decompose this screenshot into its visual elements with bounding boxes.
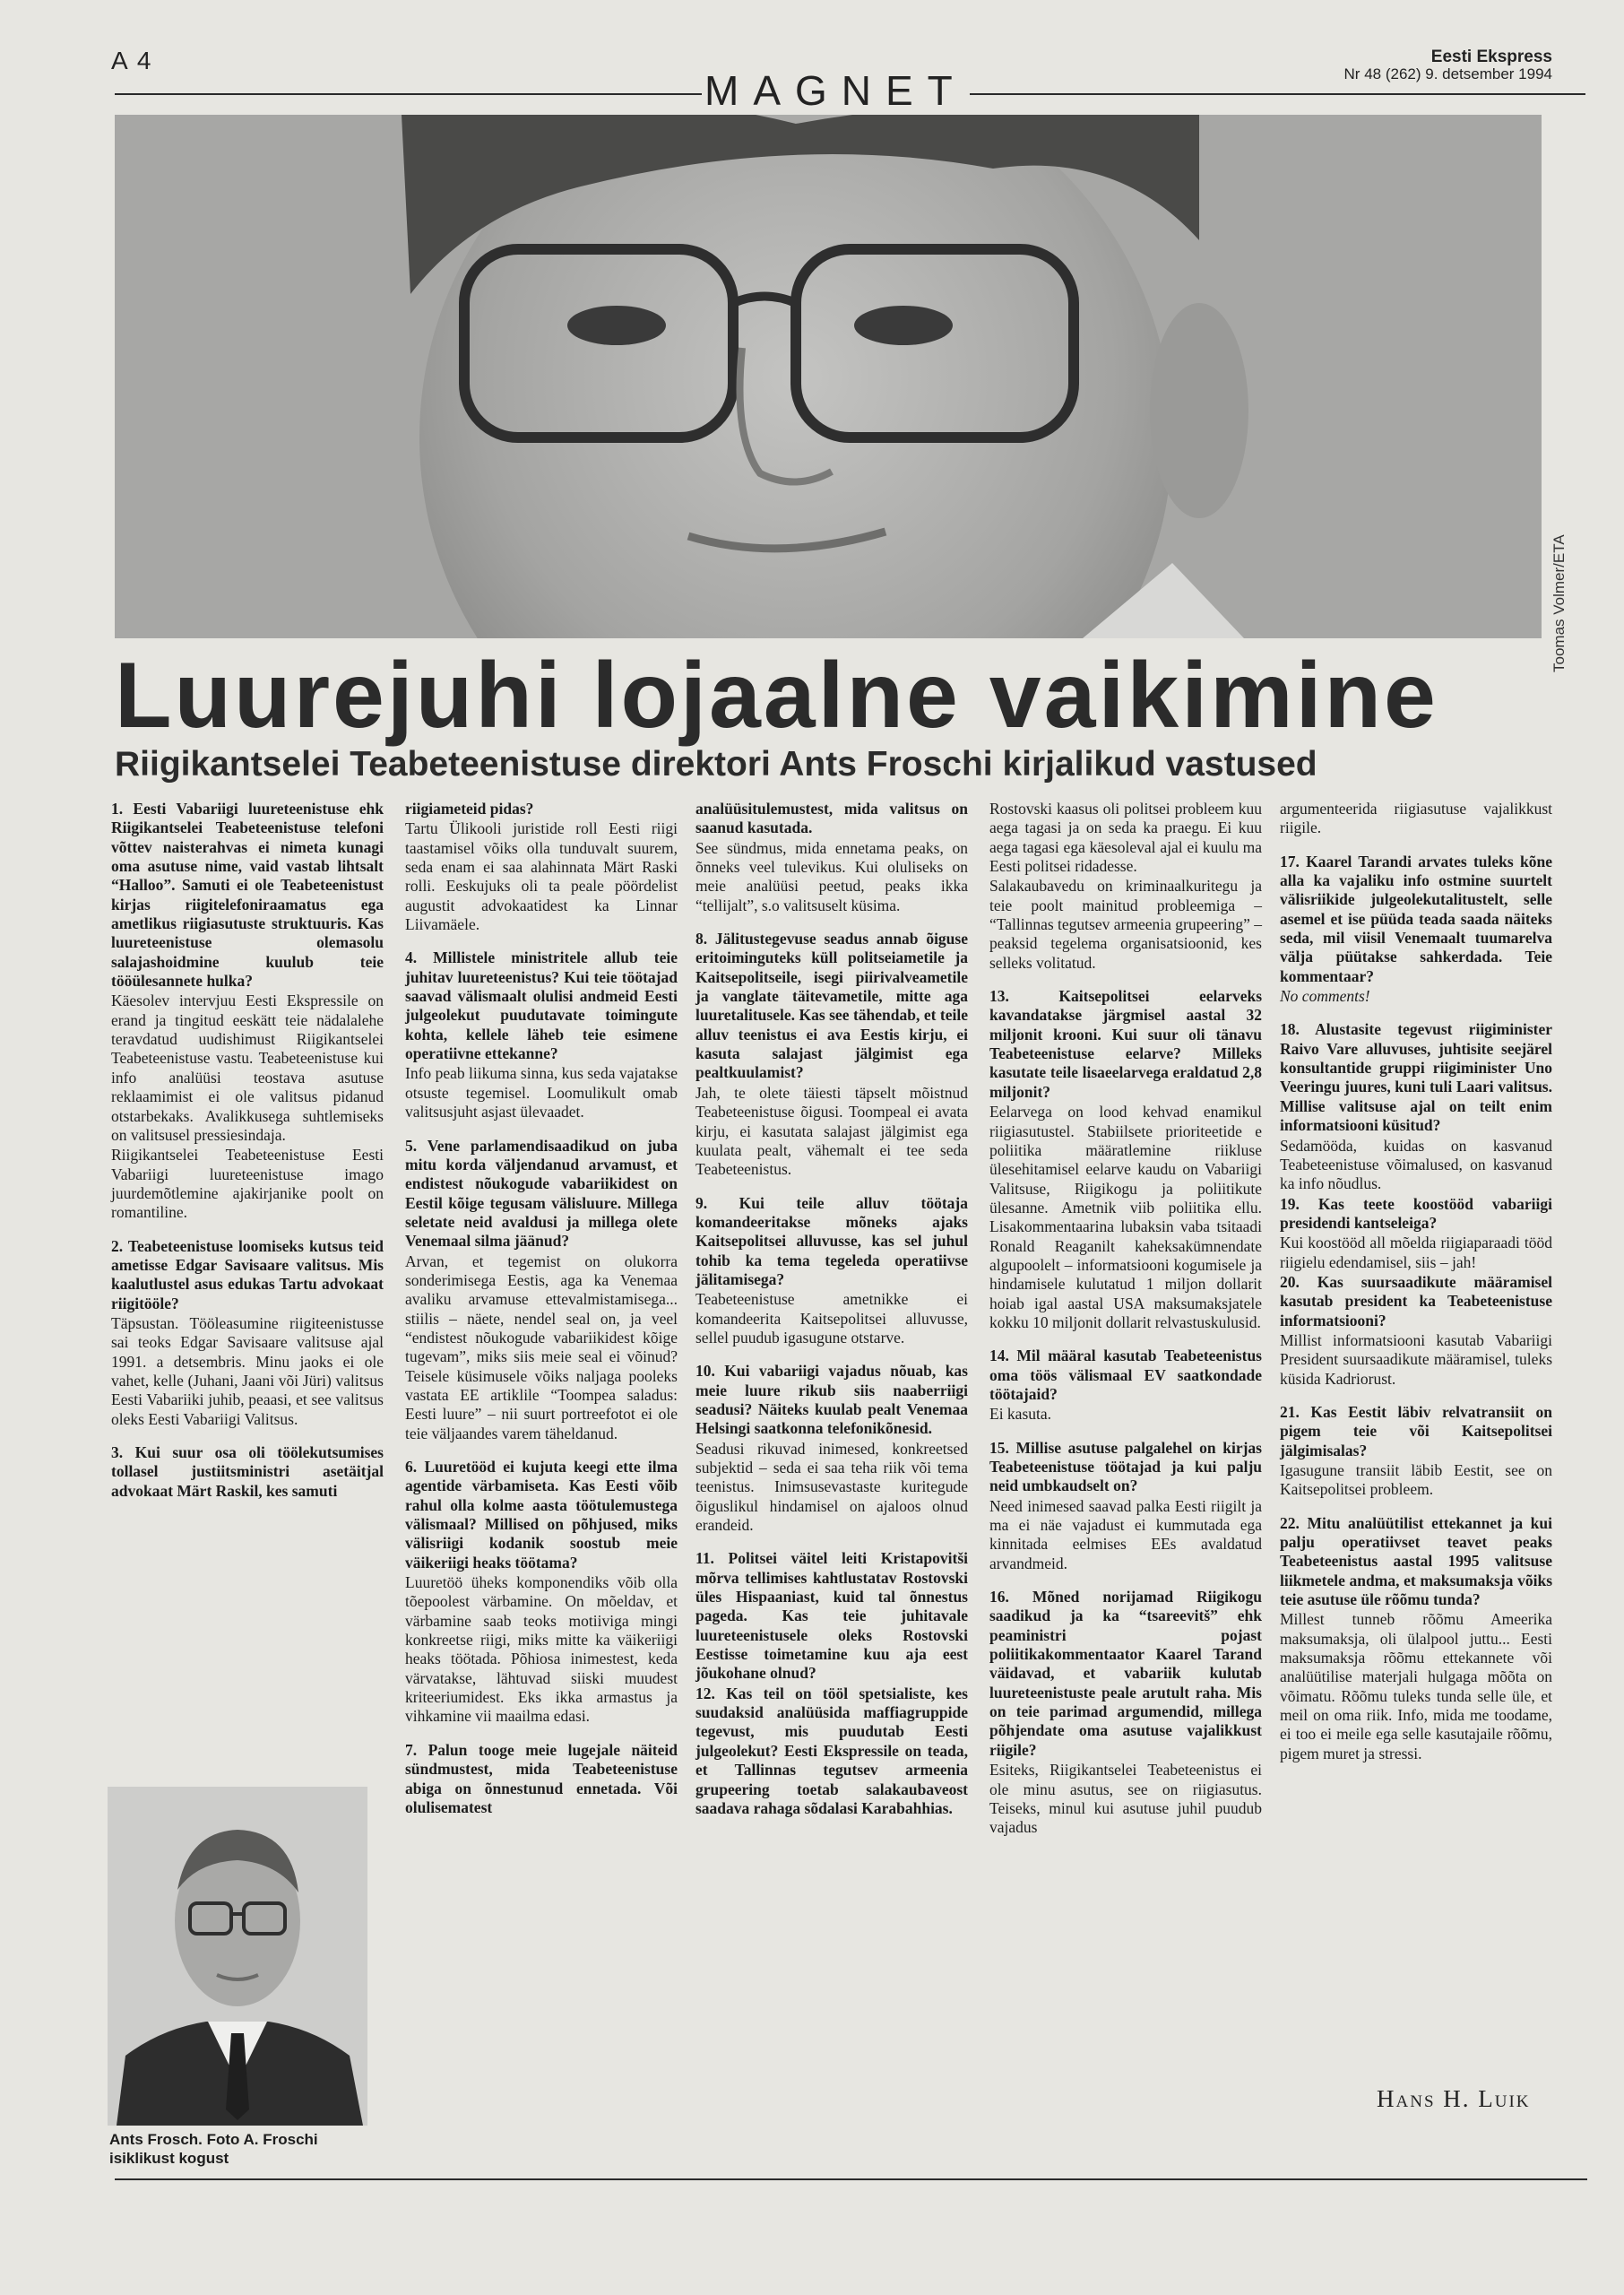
interview-answer: Teabeteenistuse ametnikke ei komandeerita Kaitsepolitsei alluvusse, sellel puudub igasugune otstarve. bbox=[695, 1290, 968, 1347]
interview-answer: Salakaubavedu on kriminaalkuritegu ja teie poolt mainitud probleemiga – “Tallinnas tegutsev armeenia grupeering” – peaksid tegelema organisatsioonid, kes selleks volitatud. bbox=[989, 877, 1262, 972]
article-column-1 bbox=[111, 800, 384, 1502]
interview-question: 13. Kaitsepolitsei eelarveks kavandatakse järgmisel aastal 32 miljonit krooni. Kui suur oli tänavu Teabeteenistuse eelarve? Milleks kasutate teile lisaeelarvega eraldatud 2,8 miljonit? bbox=[989, 987, 1262, 1101]
article-column-4 bbox=[989, 800, 1262, 1839]
interview-question: 16. Mõned norijamad Riigikogu saadikud ja ka “tsareevitš” ehk peaministri pojast poliitikakommentaator Kaarel Tarand väidavad, et vabariik kulutab luureteenistuste peale arutult raha. Mis on teie parimad argumendid, millega põhjendate oma asutuse vajalikkust riigile? bbox=[989, 1588, 1262, 1759]
interview-answer: Tartu Ülikooli juristide roll Eesti riigi taastamisel võiks olla tunduvalt suurem, seda enam ei saa alahinnata Märt Raski rolli. Eeskujuks oli ta peale pöördelist augustit advokaatidest ka Linnar Liivamäele. bbox=[405, 819, 678, 934]
interview-question: 9. Kui teile alluv töötaja komandeeritakse mõneks ajaks Kaitsepolitsei alluvusse, kas sel juhul tohib ka tema tegeleda operatiivse jälitamisega? bbox=[695, 1193, 968, 1288]
section-title: MAGNET bbox=[704, 67, 967, 114]
interview-answer: No comments! bbox=[1280, 987, 1370, 1006]
portrait-photo bbox=[115, 115, 1542, 638]
interview-question: riigiameteid pidas? bbox=[405, 800, 534, 818]
article-column-5 bbox=[1280, 800, 1552, 1764]
interview-answer: Info peab liikuma sinna, kus seda vajatakse otsuste tegemisel. Loomulikult omab valitsusjuht asjast ülevaadet. bbox=[405, 1064, 678, 1122]
interview-answer: Luuretöö üheks komponendiks võib olla tõepoolest värbamine. On mõeldav, et värbamine saab teoks motiiviga mingi konkreetse riigi, miks mitte ka väikeriigi heaks töötada. Põhiosa inimestest, keda värvatakse, lähtuvad siiski muudest kriteeriumidest. Eks ikka armastus ja vihkamine vii maailma edasi. bbox=[405, 1573, 678, 1726]
author-illustration bbox=[108, 1787, 367, 2126]
interview-question: 5. Vene parlamendisaadikud on juba mitu korda väljendanud arvamust, et endistest nõukogude vabariikidest on Eestil kõige tegusam välisluure. Millega seletate neid avaldusi ja millega olete Venemaal silma jäänud? bbox=[405, 1136, 678, 1251]
author-photo bbox=[108, 1787, 367, 2126]
interview-answer: Eelarvega on lood kehvad enamikul riigiasutustel. Stabiilsete prioriteetide e poliitika määratlemine riikluse ülesehitamisel eelarve kaudu on Vabariigi Valitsuse, Riigikogu ja poliitikute ülesanne. Ametnik viib poliitika ellu. Lisakommentaarina lubaksin vaba tsitaadi Ronald Reaganilt kaheksakümnendate algupoolelt – informatsiooni kogumisele ja hindamisele kulutatud 1 miljon dollarit hoiab igal aastal USA maksumaksjatele kokku 10 miljonit dollarit relvastuskulusid. bbox=[989, 1103, 1262, 1331]
interview-question: analüüsitulemustest, mida valitsus on saanud kasutada. bbox=[695, 800, 968, 837]
interview-answer: Arvan, et tegemist on olukorra sonderimisega Eestis, aga ka Venemaa avaliku arvamuse ettevalmistamisega... stiilis – näete, nendel seal on, ja veel “endistest nõukogude vabariikidest kõige tugevam”, miks siis meie seal ei võinud? Teisele küsimusele võiks naljaga pooleks vastata EE artiklile “Toompea saladus: Eesti luure” – nii suurt portreefotot ei ole teie väljaandes varem täheldanud. bbox=[405, 1251, 678, 1442]
header-rule-right bbox=[970, 93, 1585, 95]
interview-answer: Täpsustan. Tööleasumine riigiteenistusse sai teoks Edgar Savisaare valitsuse ajal 1991. a detsembris. Minu jaoks ei ole vahet, kelle (Juhani, Jaani või Jüri) valitsus Eesti Vabariiki juhib, peaasi, et see valitsus oleks Eesti Vabariigi Valitsus. bbox=[111, 1313, 384, 1428]
interview-question: 10. Kui vabariigi vajadus nõuab, kas meie luure rikub siis naaberriigi seadusi? Näiteks kuulab pealt Venemaa Helsingi saatkonna telefonikõnesid. bbox=[695, 1362, 968, 1438]
author-byline: Hans H. Luik bbox=[1377, 2085, 1531, 2112]
interview-question: 18. Alustasite tegevust riigiminister Raivo Vare alluvuses, juhtisite seejärel konsultantide gruppi riigiminister Uno Veeringu juures, kuni tuli Laari valitsus. Millise valitsuse ajal on teilt enim informatsiooni küsitud? bbox=[1280, 1020, 1552, 1135]
interview-question: 12. Kas teil on tööl spetsialiste, kes suudaksid analüüsida maffiagruppide tegevust, mis puudutab Eesti julgeolekut? Eesti Ekspressile on teada, et Tallinnas tegutsev armeenia grupeering toetab salakaubaveost saadava rahaga sõdalasi Karabahhias. bbox=[695, 1684, 968, 1817]
interview-answer: Riigikantselei Teabeteenistuse Eesti Vabariigi luureteenistuse imago juurdemõtlemine ajakirjanike poolt on romantiline. bbox=[111, 1146, 384, 1222]
interview-question: 6. Luuretööd ei kujuta keegi ette ilma agentide värbamiseta. Kas Eesti võib rahul olla kolme aasta töötulemustega välismaal? Millised on põhjused, miks välisriigi kodanik soostub meie väikeriigi heaks töötama? bbox=[405, 1458, 678, 1572]
interview-question: 2. Teabeteenistuse loomiseks kutsus teid ametisse Edgar Savisaare valitsus. Mis kaalutlustel asus edukas Tartu advokaat riigitööle? bbox=[111, 1236, 384, 1312]
interview-answer: Millest tunneb rõõmu Ameerika maksumaksja, oli ülalpool juttu... Eesti maksumaksja rõõmu ettekannete või analüütilise materjali hulgaga mõõta on võimatu. Rõõmu tuleks tunda selle üle, et meil on oma riik. Info, mida me toodame, ei too ei meile ega selle kasutajaile rõõmu, pigem muret ja stressi. bbox=[1280, 1610, 1552, 1762]
interview-answer: Kui koostööd all mõelda riigiaparaadi tööd riigielu edendamisel, siis – jah! bbox=[1280, 1234, 1552, 1271]
interview-answer: argumenteerida riigiasutuse vajalikkust riigile. bbox=[1280, 800, 1552, 837]
interview-answer: Need inimesed saavad palka Eesti riigilt ja ma ei näe vajadust ei kummutada ega kinnitada eelmises EEs avaldatud arvandmeid. bbox=[989, 1496, 1262, 1572]
header-rule-left bbox=[115, 93, 702, 95]
article-column-2 bbox=[405, 800, 678, 1818]
interview-question: 3. Kui suur osa oli töölekutsumises tollasel justiitsministri asetäitjal advokaat Märt Raskil, kes samuti bbox=[111, 1443, 384, 1500]
interview-answer: Rostovski kaasus oli politsei probleem kuu aega tagasi ja on seda ka praegu. Ei kuu aega tagasi ega käesoleval ajal ei kuulu ma Eesti politsei ridadesse. bbox=[989, 800, 1262, 876]
article-column-3 bbox=[695, 800, 968, 1819]
masthead-info bbox=[1344, 48, 1552, 82]
interview-answer: Jah, te olete täiesti täpselt mõistnud Teabeteenistuse õigusi. Toompeal ei avata kirju, ei kasutata salajast jälgimist ega kuulata pealt, vähemalt ei tee seda Teabeteenistus. bbox=[695, 1083, 968, 1179]
photo-caption: Ants Frosch. Foto A. Froschi isiklikust kogust bbox=[109, 2131, 318, 2168]
interview-question: 7. Palun tooge meie lugejale näiteid sündmustest, mida Teabeteenistuse abiga on õnnestunud ennetada. Või olulisematest bbox=[405, 1740, 678, 1816]
publication-name: Eesti Ekspress bbox=[1430, 48, 1552, 66]
interview-question: 15. Millise asutuse palgalehel on kirjas Teabeteenistuse töötajad ja kui palju neid umbkaudselt on? bbox=[989, 1438, 1262, 1495]
footer-rule bbox=[115, 2178, 1587, 2180]
interview-answer: Sedamööda, kuidas on kasvanud Teabeteenistuse võimalused, on kasvanud ka info nõudlus. bbox=[1280, 1136, 1552, 1193]
interview-answer: Igasugune transiit läbib Eestit, see on Kaitsepolitsei probleem. bbox=[1280, 1461, 1552, 1499]
interview-question: 17. Kaarel Tarandi arvates tuleks kõne alla ka vajaliku info ostmine suurtelt välisriikide julgeolekutalitustelt, selle asemel et ise püüda teada saada näiteks seda, mil viisil Venemaalt tuumarelva välja püütakse sahkerdada. Teie kommentaar? bbox=[1280, 852, 1552, 985]
interview-question: 21. Kas Eestit läbiv relvatransiit on pigem teie või Kaitsepolitsei jälgimisalas? bbox=[1280, 1402, 1552, 1459]
interview-answer: Seadusi rikuvad inimesed, konkreetsed subjektid – seda ei saa teha riik või tema teenistus. Inimsusevastaste kuritegude õiguslikul hindamisel on ajaloos olnud erandeid. bbox=[695, 1439, 968, 1535]
interview-question: 19. Kas teete koostööd vabariigi presidendi kantseleiga? bbox=[1280, 1194, 1552, 1232]
interview-question: 22. Mitu analüütilist ettekannet ja kui palju operatiivset teavet peaks Teabeteenistus aastal 1995 valitsuse liikmetele andma, et maksumaksja võiks teie asutuse üle rõõmu tunda? bbox=[1280, 1513, 1552, 1609]
interview-question: 4. Millistele ministritele allub teie juhitav luureteenistus? Kui teie töötajad saavad välismaalt olulisi andmeid Eesti julgeolekut puudutavate toimingute kohta, kellele läheb teie esimene operatiivne ettekanne? bbox=[405, 948, 678, 1063]
interview-question: 20. Kas suursaadikute määramisel kasutab president ka Teabeteenistuse informatsiooni? bbox=[1280, 1272, 1552, 1329]
issue-date: Nr 48 (262) 9. detsember 1994 bbox=[1343, 65, 1552, 82]
interview-answer: Ei kasuta. bbox=[989, 1405, 1052, 1424]
interview-question: 11. Politsei väitel leiti Kristapovitši mõrva tellimises kahtlustatav Rostovski üles Hispaaniast, kuid tal õnnestus pageda. Kas teie juhitavale luureteenistusele oleks Rostovski Eestisse toimetamine kuu aja eest jõukohane olnud? bbox=[695, 1549, 968, 1683]
page-number: A 4 bbox=[111, 47, 153, 74]
portrait-illustration bbox=[115, 115, 1542, 638]
interview-answer: Millist informatsiooni kasutab Vabariigi President suursaadikute määramisel, tuleks küsida Kadriorust. bbox=[1280, 1330, 1552, 1388]
interview-answer: Käesolev intervjuu Eesti Ekspressile on erand ja tingitud eeskätt teie nädalalehe teravdatud uudishimust Riigikantselei Teabeteenistuse vastu. Teabeteenistuse kui info analüüsi teostava asutuse reklaamimist ei ole valitsus pidanud otstarbekaks. Avalikkusega suhtlemiseks on valitsusel pressiesindaja. bbox=[111, 992, 384, 1144]
interview-question: 8. Jälitustegevuse seadus annab õiguse eritoiminguteks küll politseiametile ja Kaitsepolitseile, isegi piirivalveametile ja vanglate täitevametile, mitte aga luuretalitusele. Kas see tähendab, et teile alluv teenistus ei ava Eestis kirju, ei kasuta salajast jälgimist ega pealtkuulamist? bbox=[695, 930, 968, 1082]
interview-question: 1. Eesti Vabariigi luureteenistuse ehk Riigikantselei Teabeteenistuse telefoni võttev naisterahvas ei nimeta kunagi oma asutuse nime, vaid vastab lihtsalt “Halloo”. Samuti ei ole Teabeteenistust kirjas riigitelefoniraamatus ega ametlikus riigiasutuste struktuuris. Kas luureteenistuse olemasolu salajashoidmine kuulub teie tööülesannete hulka? bbox=[111, 800, 384, 991]
headline: Luurejuhi lojaalne vaikimine bbox=[115, 644, 1438, 748]
subheadline: Riigikantselei Teabeteenistuse direktori Ants Froschi kirjalikud vastused bbox=[115, 745, 1317, 784]
interview-question: 14. Mil määral kasutab Teabeteenistus oma töös välismaal EV saatkondade töötajaid? bbox=[989, 1347, 1262, 1403]
interview-answer: See sündmus, mida ennetama peaks, on õnneks veel tulevikus. Kui oluliseks on meie analüüsi peetud, peaks ikka “tellijalt”, s.o valitsuselt küsima. bbox=[695, 838, 968, 914]
interview-answer: Esiteks, Riigikantselei Teabeteenistus ei ole minu asutus, see on riigiasutus. Teiseks, minul kui asutuse juhil puudub vajadus bbox=[989, 1761, 1262, 1837]
photo-credit: Toomas Volmer/ETA bbox=[1551, 534, 1568, 672]
